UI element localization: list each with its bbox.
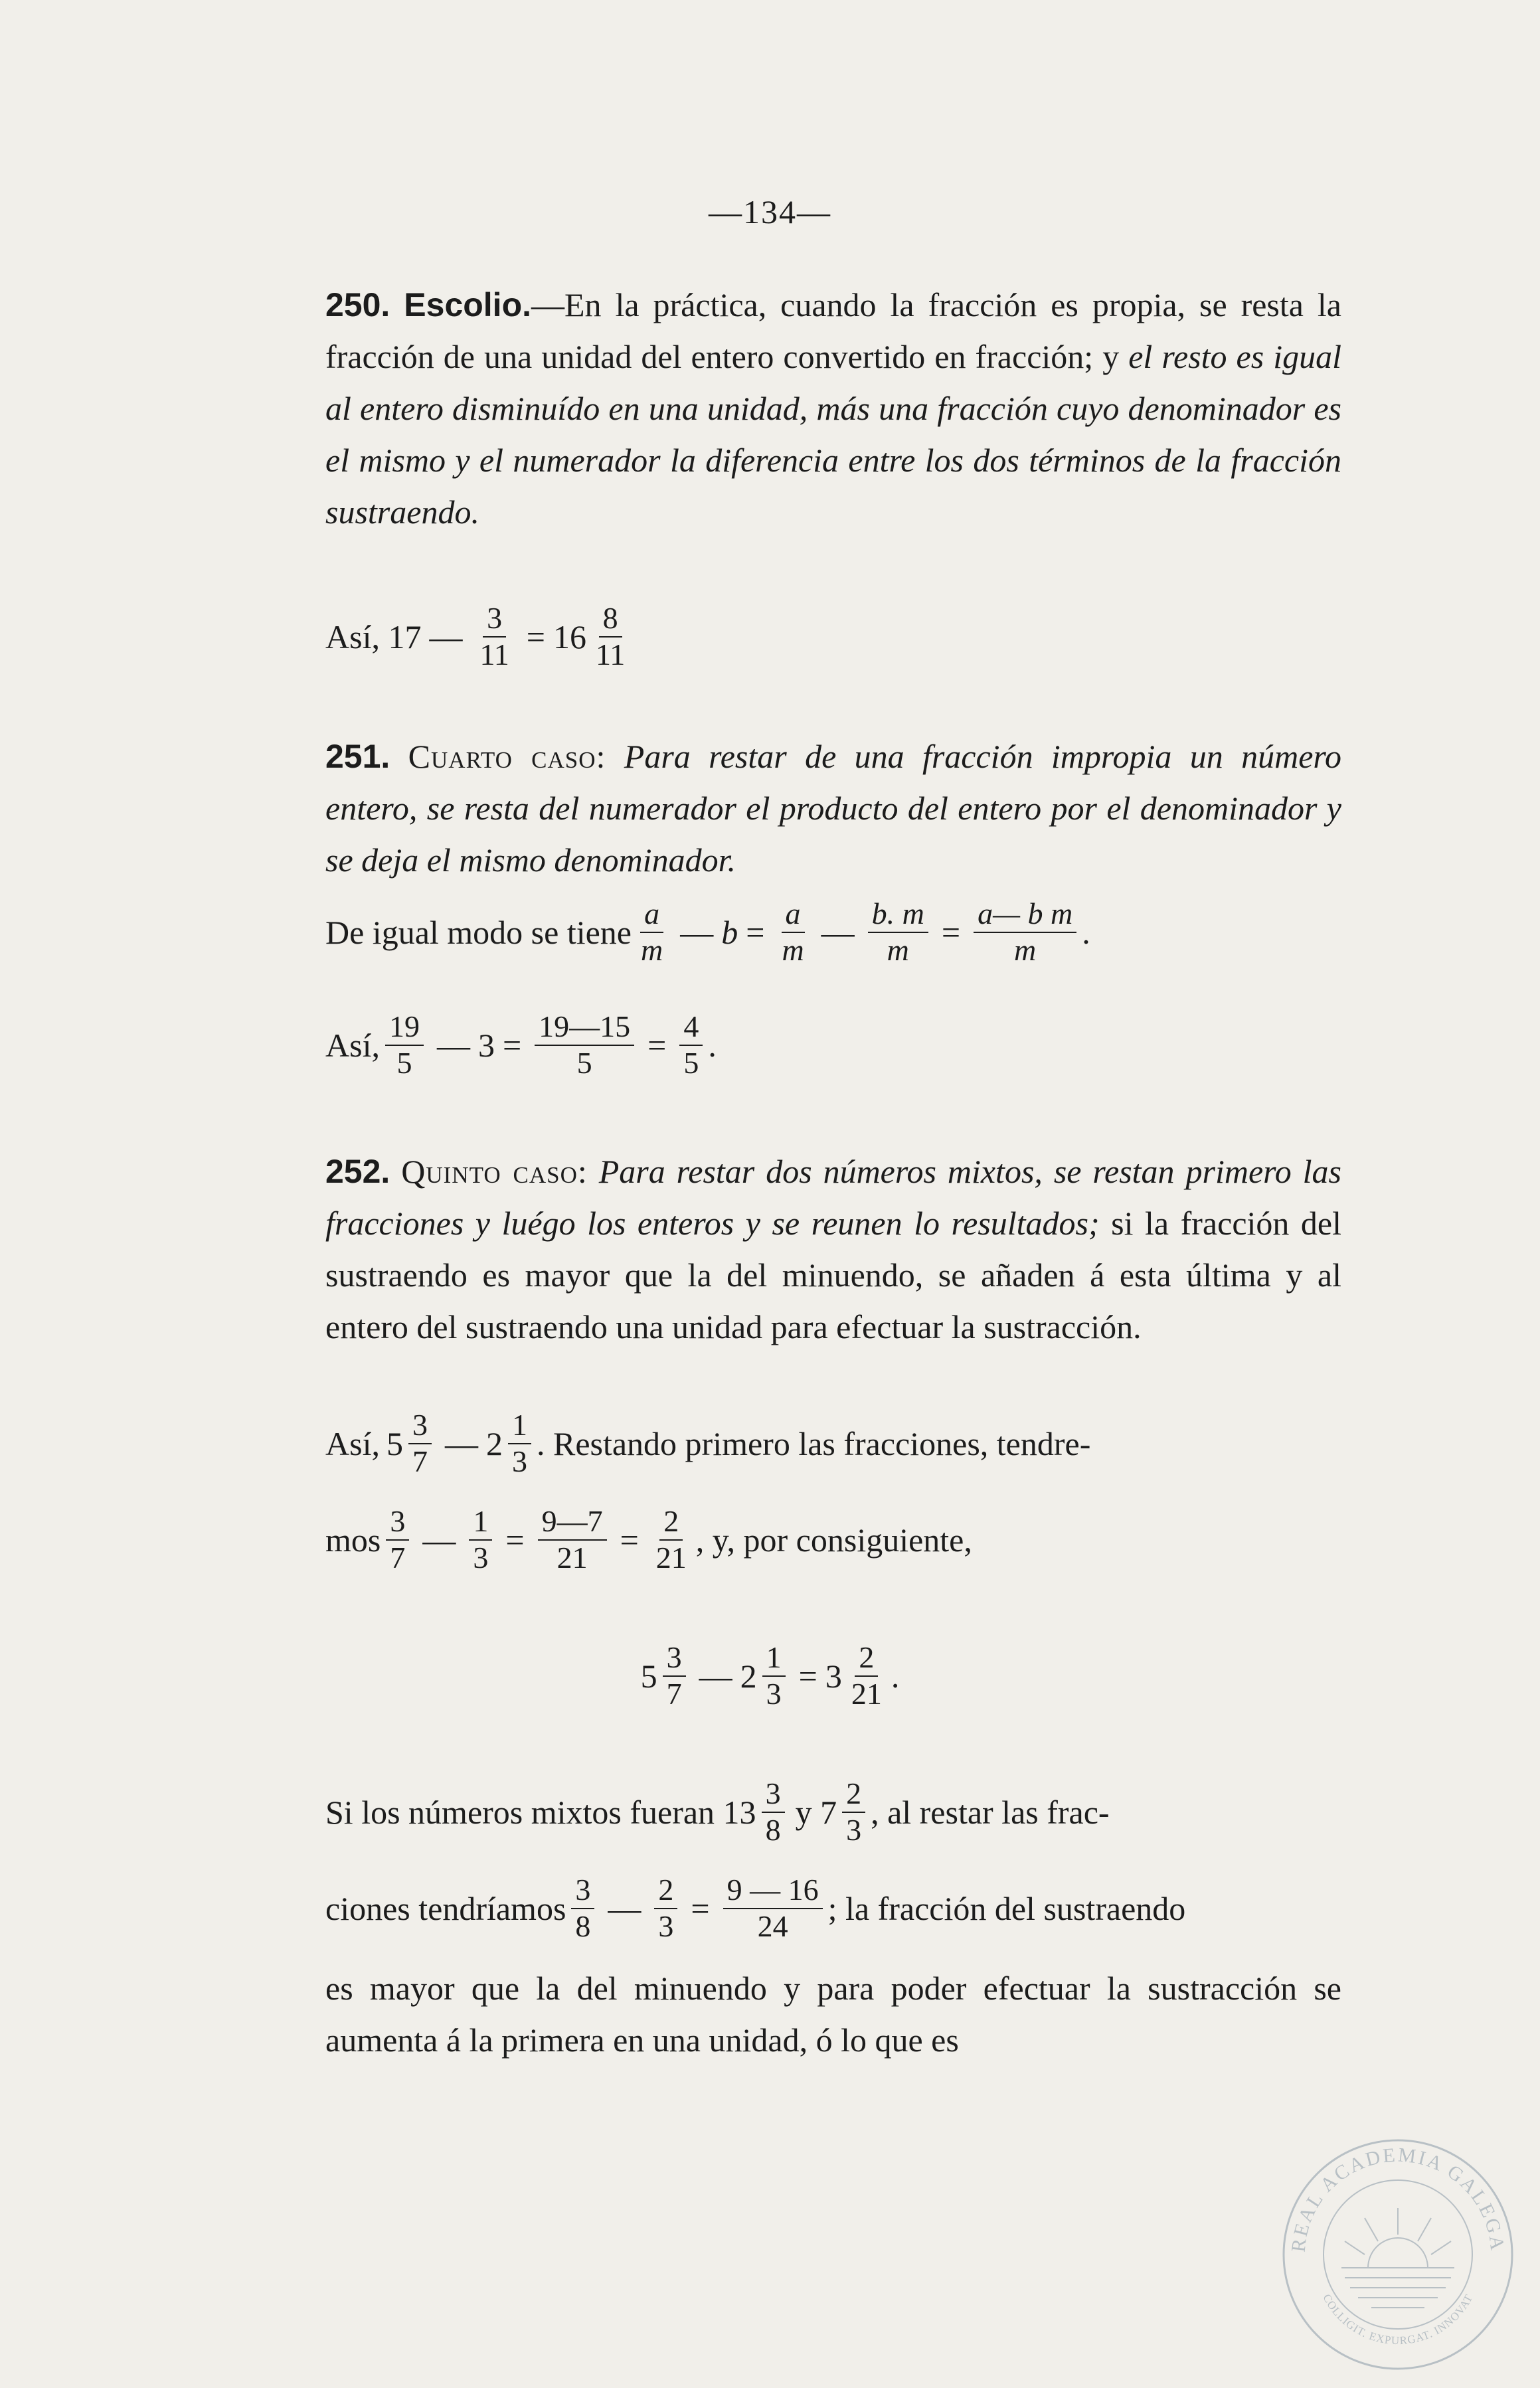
paragraph-text: si la fracción del sustraendo es mayor que la del minuendo, se añaden á esta última y al entero del sustraendo una unidad para efectuar la sustracción.: [325, 1205, 1341, 1345]
fraction: $\frac{\text{a— b m}}{m}$: [974, 896, 1076, 968]
italic-rule: Para restar de una fracción impropia un número entero, se resta del numerador el producto del entero por el denominador y se deja el mismo denominador.: [325, 738, 1341, 879]
case-label: Cuarto caso:: [408, 738, 606, 775]
example-252-result: 5 $\frac{3}{7}$ — 2 $\frac{1}{3}$ = 3 $\frac{2}{21}$ .: [640, 1640, 900, 1711]
example-lead: ciones tendríamos: [325, 1889, 566, 1927]
paragraph-252-continued: es mayor que la del minuendo y para poder efectuar la sustracción se aumenta á la primera en una unidad, ó lo que es: [325, 1970, 1341, 2059]
paragraph-250: [325, 279, 1341, 538]
example-lead: Así,: [325, 1424, 380, 1462]
paragraph-252: [325, 1146, 1341, 1353]
integer: 2: [740, 1657, 757, 1695]
svg-text:REAL ACADEMIA GALEGA: [1288, 2144, 1509, 2253]
fraction: $\frac{1}{3}$: [762, 1640, 786, 1712]
seal-text-bottom: COLLIGIT. EXPURGAT. INNOVAT: [1320, 2292, 1476, 2347]
paragraph-251: [325, 730, 1341, 886]
example-252-would: ciones tendríamos $\frac{3}{8}$ — $\frac{2}{3}$ = $\frac{9 — 16}{24}$ ; la fracción del sustraendo: [325, 1873, 1186, 1943]
fraction: $\frac{2}{3}$: [654, 1873, 677, 1944]
fraction: $\frac{b. m}{m}$: [868, 896, 928, 968]
integer: 2: [485, 1424, 503, 1462]
svg-text:COLLIGIT. EXPURGAT. INNOVAT: [1320, 2292, 1475, 2347]
fraction: $\frac{9 — 16}{24}$: [723, 1873, 823, 1944]
example-lead: Así,: [325, 1026, 380, 1064]
fraction: $\frac{3}{11}$: [479, 601, 509, 671]
fraction: $\frac{2}{3}$: [842, 1776, 865, 1848]
fraction: $\frac{19}{5}$: [385, 1009, 424, 1081]
fraction: $\frac{3}{7}$: [663, 1640, 686, 1712]
section-number: 252.: [325, 1153, 390, 1190]
fraction: $\frac{1}{3}$: [469, 1504, 492, 1576]
integer: 5: [640, 1657, 657, 1695]
italic-rule: Para restar dos números mixtos, se restan primero las fracciones y luégo los enteros y se reunen lo resultados;: [325, 1153, 1342, 1242]
example-252-fractions: mos $\frac{3}{7}$ — $\frac{1}{3}$ = $\frac{9—7}{21}$ = $\frac{2}{21}$ , y, por consiguiente,: [325, 1504, 972, 1575]
academy-seal-icon: [1278, 2135, 1517, 2374]
integer: 16: [553, 618, 586, 655]
example-lead: mos: [325, 1521, 381, 1559]
page-number: —134—: [709, 193, 831, 230]
section-number: 251.: [325, 738, 390, 775]
example-251-general: De igual modo se tiene $\frac{a}{m}$ — b = $\frac{a}{m}$ — $\frac{b. m}{m}$ = $\frac{\text{a— b m}}{m}$ .: [325, 896, 1090, 967]
fraction: $\frac{3}{7}$: [386, 1504, 409, 1576]
fraction: $\frac{2}{21}$: [851, 1640, 882, 1711]
section-number: 250.: [325, 286, 390, 323]
fraction: $\frac{4}{5}$: [679, 1009, 703, 1081]
paragraph-text: —En la práctica, cuando la fracción es propia, se resta la fracción de una unidad del entero convertido en fracción; y: [325, 286, 1342, 375]
example-lead: Así, 17: [325, 618, 422, 655]
fraction: $\frac{1}{3}$: [508, 1408, 531, 1480]
fraction: $\frac{3}{7}$: [408, 1408, 432, 1480]
example-text: . Restando primero las fracciones, tendre-: [536, 1424, 1091, 1462]
variable: b: [721, 913, 738, 951]
fraction: $\frac{8}{11}$: [595, 601, 626, 671]
example-252-if: [325, 1776, 1110, 1848]
example-text: ; la fracción del sustraendo: [827, 1889, 1186, 1927]
example-text: y 7: [795, 1793, 837, 1831]
example-250: Así, 17 — $\frac{3}{11}$ = 16 $\frac{8}{11}$: [325, 601, 634, 673]
example-252-mixed: Así, 5 $\frac{3}{7}$ — 2 $\frac{1}{3}$ . Restando primero las fracciones, tendre-: [325, 1408, 1091, 1478]
integer: 3: [825, 1657, 842, 1695]
fraction: $\frac{2}{21}$: [655, 1504, 687, 1575]
integer: 3: [477, 1026, 495, 1064]
integer: 5: [386, 1424, 403, 1462]
example-text: , al restar las frac-: [871, 1793, 1110, 1831]
fraction: $\frac{9—7}{21}$: [538, 1504, 607, 1576]
example-text: , y, por consiguiente,: [695, 1521, 972, 1559]
fraction: $\frac{a}{m}$: [782, 896, 804, 967]
example-lead: Si los números mixtos fueran 13: [325, 1793, 756, 1831]
fraction: $\frac{19—15}{5}$: [535, 1009, 634, 1081]
example-lead: De igual modo se tiene: [325, 913, 632, 951]
example-251-numeric: Así, $\frac{19}{5}$ — 3 = $\frac{19—15}{5}$ = $\frac{4}{5}$ .: [325, 1009, 717, 1080]
case-label: Quinto caso:: [401, 1153, 588, 1190]
italic-rule: el resto es igual al entero disminuído en una unidad, más una fracción cuyo denominador es el mismo y el numerador la diferencia entre los dos términos de la fracción sustraendo.: [325, 338, 1341, 531]
seal-text-top: REAL ACADEMIA GALEGA: [1287, 2144, 1509, 2253]
fraction: $\frac{3}{8}$: [571, 1873, 594, 1944]
fraction: $\frac{a}{m}$: [641, 896, 663, 967]
fraction: $\frac{3}{8}$: [762, 1776, 785, 1848]
section-heading: Escolio.: [404, 286, 532, 323]
